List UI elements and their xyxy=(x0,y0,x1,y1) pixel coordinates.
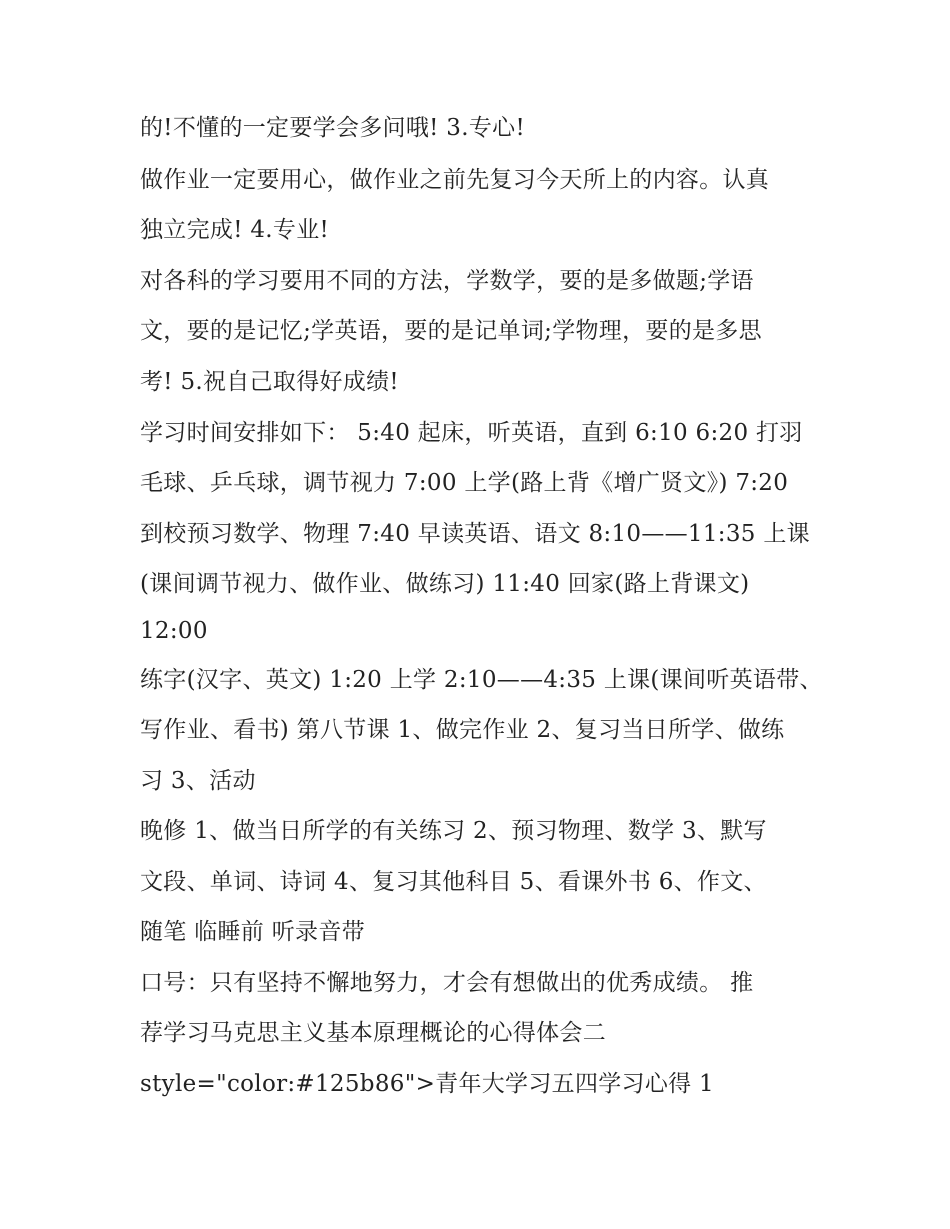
text-line: 练字(汉字、英文) 1:20 上学 2:10——4:35 上课(课间听英语带、 xyxy=(140,667,823,693)
text-line: 做作业一定要用心，做作业之前先复习今天所上的内容。认真 xyxy=(140,167,770,193)
text-line: 写作业、看书) 第八节课 1、做完作业 2、复习当日所学、做练 xyxy=(140,717,785,743)
text-line: 12:00 xyxy=(140,618,208,644)
text-line: 文，要的是记忆;学英语，要的是记单词;学物理，要的是多思 xyxy=(140,318,762,344)
text-line: 学习时间安排如下： 5:40 起床，听英语，直到 6:10 6:20 打羽 xyxy=(140,420,803,446)
text-line: 随笔 临睡前 听录音带 xyxy=(140,919,365,945)
text-line: 对各科的学习要用不同的方法，学数学，要的是多做题;学语 xyxy=(140,268,754,294)
text-line: (课间调节视力、做作业、做练习) 11:40 回家(路上背课文) xyxy=(140,571,750,597)
text-line: 文段、单词、诗词 4、复习其他科目 5、看课外书 6、作文、 xyxy=(140,869,767,895)
text-line: 荐学习马克思主义基本原理概论的心得体会二 xyxy=(140,1020,606,1046)
text-line: 到校预习数学、物理 7:40 早读英语、语文 8:10——11:35 上课 xyxy=(140,521,810,547)
text-line: 晚修 1、做当日所学的有关练习 2、预习物理、数学 3、默写 xyxy=(140,818,767,844)
text-line: style="color:#125b86">青年大学习五四学习心得 1 xyxy=(140,1071,714,1097)
text-line: 的!不懂的一定要学会多问哦! 3.专心! xyxy=(140,115,525,141)
text-line: 口号：只有坚持不懈地努力，才会有想做出的优秀成绩。 推 xyxy=(140,970,754,996)
text-line: 独立完成! 4.专业! xyxy=(140,217,330,243)
text-line: 习 3、活动 xyxy=(140,768,256,794)
text-line: 考! 5.祝自己取得好成绩! xyxy=(140,369,399,395)
text-line: 毛球、乒乓球，调节视力 7:00 上学(路上背《增广贤文》) 7:20 xyxy=(140,470,789,496)
